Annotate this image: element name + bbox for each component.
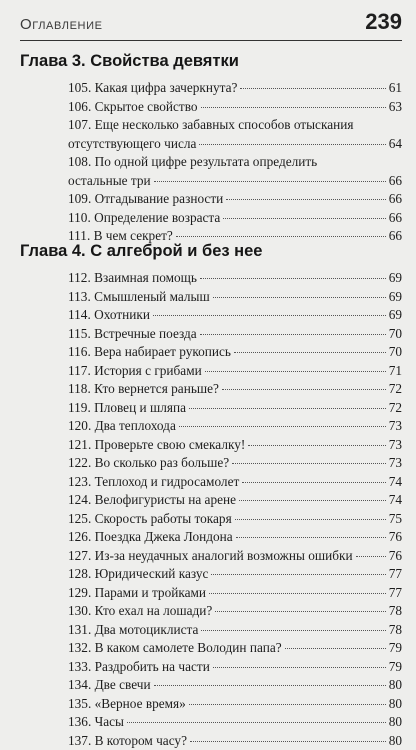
running-head <box>20 12 402 41</box>
toc-entry-page: 79 <box>389 639 402 658</box>
toc-entry <box>68 362 402 381</box>
toc-entry-title: 105. Какая цифра зачеркнута? <box>68 79 237 98</box>
toc-entry <box>68 436 402 455</box>
toc-entry-page: 74 <box>389 473 402 492</box>
toc-entry-page: 75 <box>389 510 402 529</box>
toc-entry-title: 130. Кто ехал на лошади? <box>68 602 212 621</box>
toc-entry <box>68 325 402 344</box>
toc-entry-title: 123. Теплоход и гидросамолет <box>68 473 239 492</box>
toc-entry <box>68 343 402 362</box>
toc-entry-title: 129. Парами и тройками <box>68 584 206 603</box>
dot-leader <box>236 537 386 538</box>
toc-entry-page: 77 <box>389 565 402 584</box>
toc-entry <box>68 79 402 98</box>
dot-leader <box>189 408 386 409</box>
toc-entry <box>68 713 402 732</box>
toc-entry <box>68 658 402 677</box>
toc-entry <box>68 209 402 228</box>
toc-entry-title: 111. В чем секрет? <box>68 227 173 246</box>
toc-entry-page: 80 <box>389 732 402 750</box>
toc-entry-page: 66 <box>389 172 402 191</box>
toc-entry <box>68 190 402 209</box>
dot-leader <box>153 315 386 316</box>
dot-leader <box>235 519 386 520</box>
toc-entry-title: 113. Смышленый малыш <box>68 288 210 307</box>
toc-entry <box>68 153 402 190</box>
chapter-3-entries <box>68 79 402 246</box>
running-title: Оглавление <box>20 16 103 33</box>
toc-entry-page: 80 <box>389 713 402 732</box>
dot-leader <box>211 574 385 575</box>
toc-entry-page: 80 <box>389 695 402 714</box>
toc-entry <box>68 565 402 584</box>
toc-entry-title: отсутствующего числа <box>68 135 196 154</box>
toc-entry-title: 124. Велофигуристы на арене <box>68 491 236 510</box>
toc-entry-page: 70 <box>389 325 402 344</box>
toc-entry <box>68 510 402 529</box>
toc-entry <box>68 417 402 436</box>
toc-entry-title-line: 107. Еще несколько забавных способов отыскания <box>68 116 402 135</box>
toc-entry <box>68 399 402 418</box>
toc-entry-page: 74 <box>389 491 402 510</box>
toc-entry-page: 66 <box>389 209 402 228</box>
toc-entry-title: 125. Скорость работы токаря <box>68 510 232 529</box>
toc-entry-title: 120. Два теплохода <box>68 417 176 436</box>
dot-leader <box>248 445 385 446</box>
dot-leader <box>285 648 386 649</box>
dot-leader <box>201 107 386 108</box>
toc-entry <box>68 380 402 399</box>
toc-entry-title: 112. Взаимная помощь <box>68 269 197 288</box>
dot-leader <box>179 426 386 427</box>
dot-leader <box>239 500 386 501</box>
page-number: 239 <box>365 9 402 35</box>
dot-leader <box>127 722 386 723</box>
toc-entry-title: 127. Из-за неудачных аналогий возможны ошибки <box>68 547 353 566</box>
toc-entry-page: 64 <box>389 135 402 154</box>
toc-entry-title: 122. Во сколько раз больше? <box>68 454 229 473</box>
toc-entry-title-line: 108. По одной цифре результата определить <box>68 153 402 172</box>
toc-entry <box>68 269 402 288</box>
toc-entry-title: 136. Часы <box>68 713 124 732</box>
dot-leader <box>213 297 386 298</box>
dot-leader <box>215 611 385 612</box>
toc-entry <box>68 732 402 750</box>
toc-entry-page: 69 <box>389 306 402 325</box>
toc-entry-title: 128. Юридический казус <box>68 565 208 584</box>
toc-entry-page: 79 <box>389 658 402 677</box>
toc-entry-title: 135. «Верное время» <box>68 695 186 714</box>
toc-entry-title: 119. Пловец и шляпа <box>68 399 186 418</box>
toc-entry-page: 77 <box>389 584 402 603</box>
toc-entry <box>68 676 402 695</box>
toc-entry-page: 72 <box>389 380 402 399</box>
toc-entry-page: 66 <box>389 227 402 246</box>
toc-entry-page: 63 <box>389 98 402 117</box>
toc-entry-page: 70 <box>389 343 402 362</box>
toc-entry-page: 71 <box>389 362 402 381</box>
toc-entry <box>68 602 402 621</box>
dot-leader <box>232 463 386 464</box>
toc-entry-page: 76 <box>389 528 402 547</box>
chapter-title: Глава 4. С алгеброй и без нее <box>20 242 402 261</box>
dot-leader <box>200 334 386 335</box>
dot-leader <box>190 741 386 742</box>
toc-entry-page: 66 <box>389 190 402 209</box>
toc-entry-title: 109. Отгадывание разности <box>68 190 223 209</box>
dot-leader <box>234 352 386 353</box>
dot-leader <box>189 704 386 705</box>
toc-entry <box>68 621 402 640</box>
dot-leader <box>226 199 385 200</box>
toc-entry-title: 126. Поездка Джека Лондона <box>68 528 233 547</box>
dot-leader <box>199 144 385 145</box>
dot-leader <box>222 389 386 390</box>
dot-leader <box>209 593 386 594</box>
dot-leader <box>154 685 386 686</box>
toc-entry <box>68 547 402 566</box>
toc-entry <box>68 528 402 547</box>
toc-entry-page: 80 <box>389 676 402 695</box>
toc-entry-title: 117. История с грибами <box>68 362 202 381</box>
dot-leader <box>240 88 385 89</box>
toc-entry-title: 121. Проверьте свою смекалку! <box>68 436 245 455</box>
toc-entry-title: 132. В каком самолете Володин папа? <box>68 639 282 658</box>
chapter-title: Глава 3. Свойства девятки <box>20 52 402 71</box>
toc-entry-page: 73 <box>389 454 402 473</box>
dot-leader <box>154 181 386 182</box>
toc-entry <box>68 288 402 307</box>
toc-entry-title: 131. Два мотоциклиста <box>68 621 198 640</box>
toc-entry <box>68 695 402 714</box>
chapter-4-heading <box>20 242 402 261</box>
toc-entry-page: 73 <box>389 436 402 455</box>
dot-leader <box>205 371 386 372</box>
toc-entry-page: 73 <box>389 417 402 436</box>
toc-entry <box>68 639 402 658</box>
dot-leader <box>213 667 386 668</box>
toc-entry <box>68 116 402 153</box>
toc-entry-title: 115. Встречные поезда <box>68 325 197 344</box>
toc-entry-page: 72 <box>389 399 402 418</box>
toc-entry <box>68 454 402 473</box>
toc-entry-title: 133. Раздробить на части <box>68 658 210 677</box>
toc-entry <box>68 491 402 510</box>
toc-entry-title: 116. Вера набирает рукопись <box>68 343 231 362</box>
toc-entry-title: 137. В котором часу? <box>68 732 187 750</box>
dot-leader <box>223 218 385 219</box>
dot-leader <box>176 236 386 237</box>
toc-entry-title: 118. Кто вернется раньше? <box>68 380 219 399</box>
toc-entry-page: 69 <box>389 288 402 307</box>
chapter-3-heading <box>20 52 402 71</box>
toc-entry-page: 78 <box>389 602 402 621</box>
dot-leader <box>242 482 385 483</box>
chapter-4-entries <box>68 269 402 750</box>
toc-entry-title: 114. Охотники <box>68 306 150 325</box>
toc-entry-title: 110. Определение возраста <box>68 209 220 228</box>
toc-entry <box>68 473 402 492</box>
toc-entry <box>68 306 402 325</box>
toc-entry-page: 78 <box>389 621 402 640</box>
dot-leader <box>200 278 386 279</box>
toc-entry-title: остальные три <box>68 172 151 191</box>
dot-leader <box>356 556 386 557</box>
dot-leader <box>201 630 385 631</box>
toc-entry <box>68 98 402 117</box>
toc-entry-title: 106. Скрытое свойство <box>68 98 198 117</box>
toc-entry-page: 61 <box>389 79 402 98</box>
toc-entry-page: 76 <box>389 547 402 566</box>
toc-entry-page: 69 <box>389 269 402 288</box>
toc-entry-title: 134. Две свечи <box>68 676 151 695</box>
toc-entry <box>68 584 402 603</box>
